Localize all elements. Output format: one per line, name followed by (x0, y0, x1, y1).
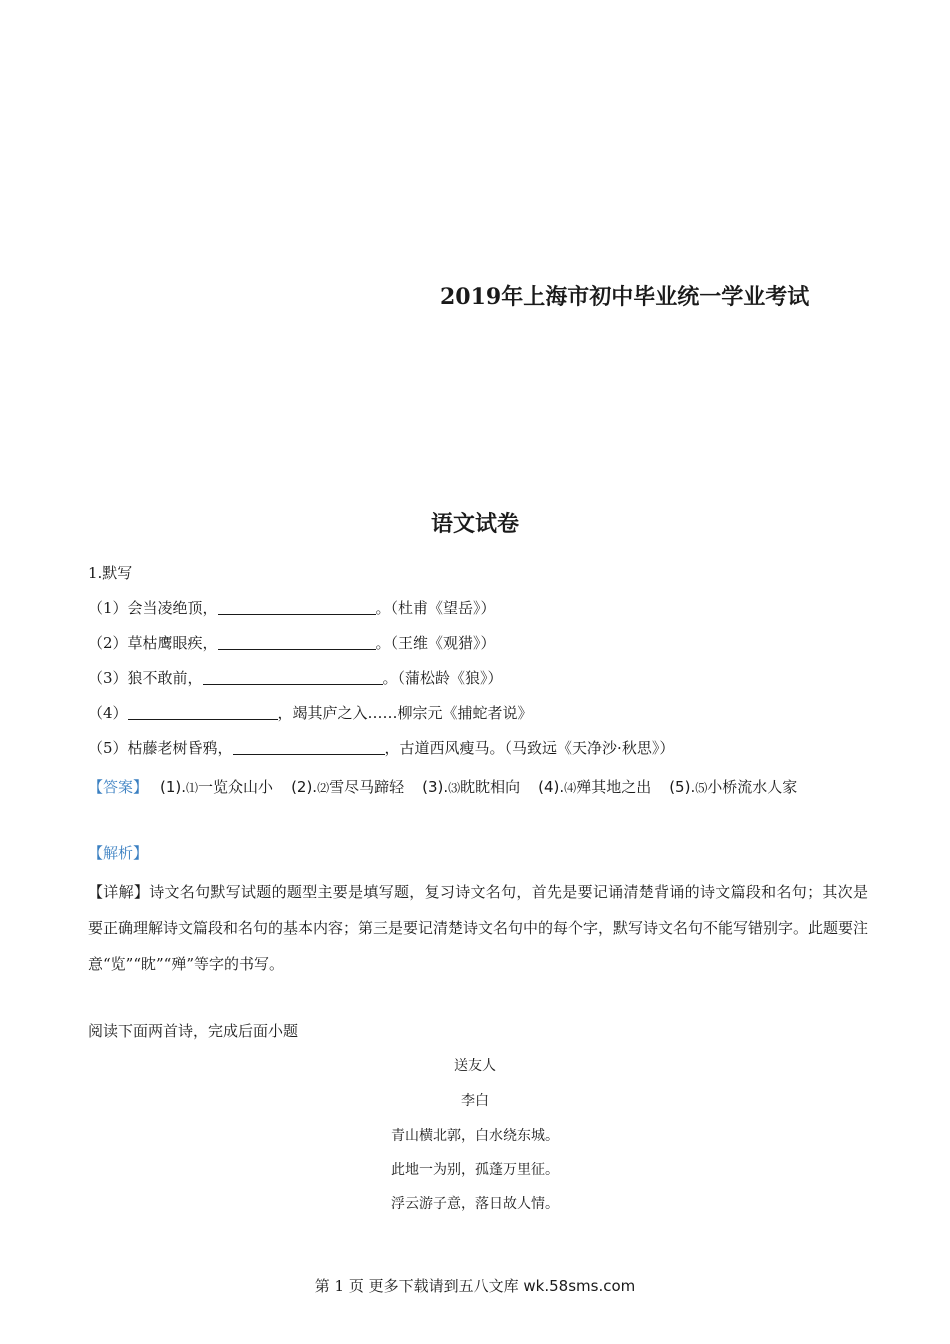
answer-number: (5). (669, 778, 696, 796)
detail-paragraph (88, 874, 868, 982)
footer-page-label: 第 1 页 更多下载请到五八文库 (314, 1277, 519, 1295)
footer-url[interactable]: wk.58sms.com (523, 1277, 636, 1295)
answer-block (88, 770, 868, 805)
question-heading: 1.默写 (88, 564, 133, 582)
answer-blank (218, 598, 376, 615)
dictation-item-2 (88, 632, 496, 653)
detail-text: 诗文名句默写试题的题型主要是填写题，复习诗文名句，首先是要记诵清楚背诵的诗文篇段和名句；其次是要正确理解诗文篇段和名句的基本内容；第三是要记清楚诗文名句中的每个字，默写诗文名句不能写错别字。此题要注意“览”“眈”“殚”等字的书写。 (88, 883, 869, 973)
answer-text: 一览众山小 (198, 778, 274, 796)
item-suffix: 。（蒲松龄《狼》） (382, 669, 503, 687)
poem-author: 李白 (461, 1093, 489, 1109)
item-suffix: 。（杜甫《望岳》） (375, 599, 496, 617)
item-prefix: （4） (88, 704, 128, 722)
answer-mark: ⑴ (186, 781, 199, 795)
item-prefix: （1）会当凌绝顶， (88, 599, 218, 617)
subject-title: 语文试卷 (430, 511, 519, 537)
answer-mark: ⑶ (448, 781, 461, 795)
answer-text: 小桥流水人家 (707, 778, 798, 796)
answer-mark: ⑷ (564, 781, 577, 795)
answer-blank (128, 703, 278, 720)
poem-title: 送友人 (454, 1058, 496, 1074)
poem-line-3: 浮云游子意，落日故人情。 (391, 1196, 559, 1212)
item-suffix: ，竭其庐之入……柳宗元《捕蛇者说》 (277, 704, 533, 722)
answer-number: (3). (422, 778, 449, 796)
poem-line-1: 青山横北郭，白水绕东城。 (391, 1128, 559, 1144)
answer-blank (233, 738, 385, 755)
answer-text: 眈眈相向 (460, 778, 521, 796)
item-suffix: ，古道西风瘦马。（马致远《天净沙·秋思》） (384, 739, 675, 757)
exam-title: 2019年上海市初中毕业统一学业考试 (440, 284, 810, 310)
answer-blank (203, 668, 383, 685)
answer-tag: 【答案】 (88, 778, 149, 796)
reading-prompt: 阅读下面两首诗，完成后面小题 (88, 1022, 299, 1040)
item-prefix: （5）枯藤老树昏鸦， (88, 739, 233, 757)
answer-number: (4). (538, 778, 565, 796)
item-prefix: （3）狼不敢前， (88, 669, 203, 687)
answer-text: 雪尽马蹄轻 (329, 778, 405, 796)
poem-line-2: 此地一为别，孤蓬万里征。 (391, 1162, 559, 1178)
page-footer (0, 1275, 950, 1296)
dictation-item-3 (88, 667, 503, 688)
answer-mark: ⑵ (317, 781, 330, 795)
answer-mark: ⑸ (695, 781, 708, 795)
answer-blank (218, 633, 376, 650)
item-suffix: 。（王维《观猎》） (375, 634, 496, 652)
item-prefix: （2）草枯鹰眼疾， (88, 634, 218, 652)
dictation-item-1 (88, 597, 496, 618)
analysis-tag: 【解析】 (88, 844, 149, 862)
detail-tag: 【详解】 (88, 883, 150, 901)
answer-text: 殚其地之出 (576, 778, 652, 796)
dictation-item-4 (88, 702, 533, 723)
dictation-item-5 (88, 737, 674, 758)
answer-number: (1). (160, 778, 187, 796)
answer-number: (2). (291, 778, 318, 796)
